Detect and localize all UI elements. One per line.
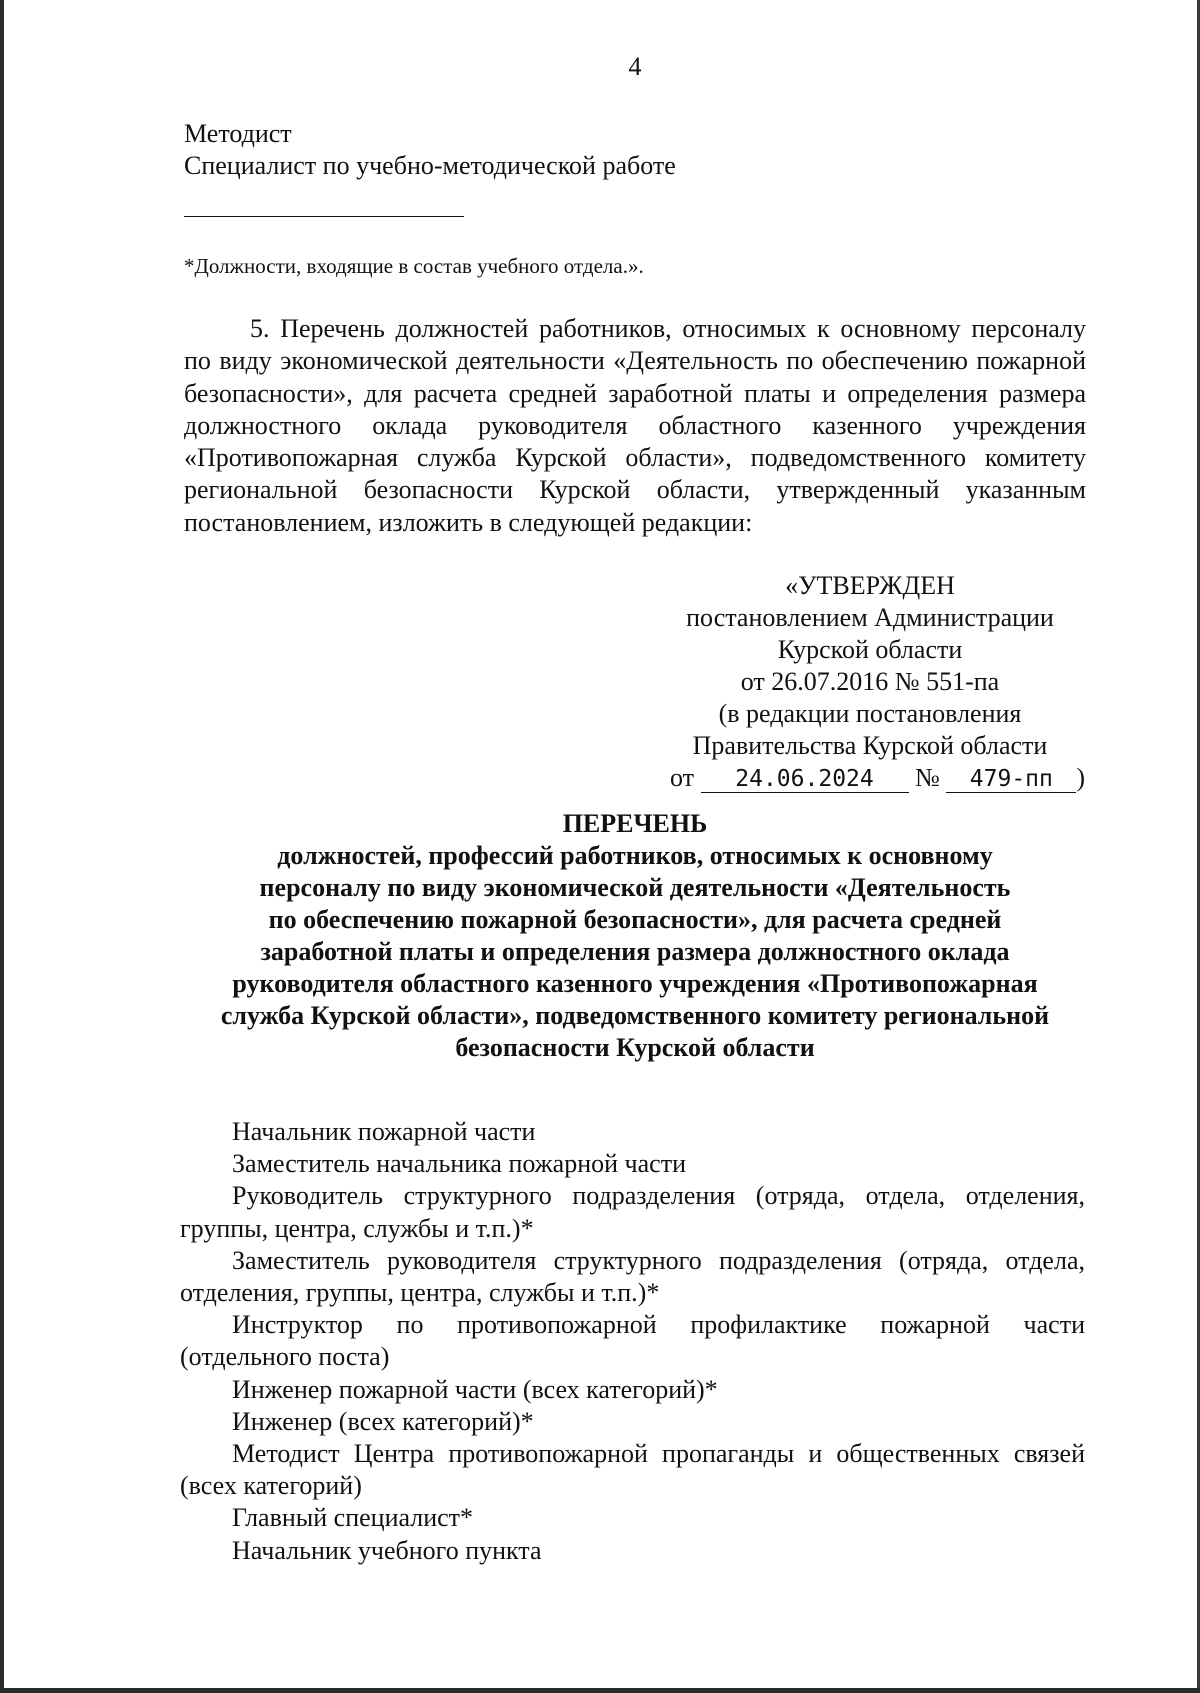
list-title-line: по обеспечению пожарной безопасности», для расчета средней [268, 905, 1002, 934]
approval-stamp-block [640, 570, 1100, 794]
approval-line: (в редакции постановления [718, 699, 1022, 728]
approval-number: 479-пп [946, 766, 1076, 793]
previous-list-tail [184, 118, 676, 182]
approval-date-number-line [640, 762, 1100, 794]
list-title-line: должностей, профессий работников, относимых к основному [277, 841, 993, 870]
list-title-line: безопасности Курской области [455, 1033, 815, 1062]
list-title [180, 808, 1090, 1064]
footnote-divider [184, 216, 464, 217]
list-item: Заместитель начальника пожарной части [232, 1149, 686, 1179]
positions-list [180, 1116, 1085, 1567]
list-item: Главный специалист* [232, 1503, 474, 1533]
list-title-line: служба Курской области», подведомственного комитету региональной [220, 1001, 1050, 1030]
approval-line: Правительства Курской области [692, 731, 1048, 760]
list-item: Инженер (всех категорий)* [232, 1406, 534, 1436]
list-item: Руководитель структурного подразделения (отряда, отдела, отделения, группы, центра, службы и т.п.)* [180, 1181, 1085, 1243]
number-label: № [915, 763, 940, 792]
approval-line: от 26.07.2016 № 551-па [740, 667, 1000, 696]
amendment-paragraph [184, 313, 1086, 539]
list-heading: ПЕРЕЧЕНЬ [562, 809, 708, 838]
list-item: Методист Центра противопожарной пропаганды и общественных связей (всех категорий) [180, 1439, 1085, 1501]
position-line: Специалист по учебно-методической работе [184, 151, 676, 180]
list-item: Заместитель руководителя структурного подразделения (отряда, отдела, отделения, группы, центра, службы и т.п.)* [180, 1245, 1085, 1308]
list-item: Начальник пожарной части [232, 1117, 536, 1146]
ot-label: от [669, 763, 695, 792]
paragraph-text: 5. Перечень должностей работников, относимых к основному персоналу по виду экономической деятельности «Деятельность по обеспечению пожарной безопасности», для расчета средней заработной платы и определения размера должностного оклада руководителя областного казенного учреждения «Противопожарная служба Курской области», подведомственного комитету региональной безопасности Курской области, утвержденный указанным постановлением, изложить в следующей редакции: [184, 314, 1086, 537]
scan-edge-left [0, 0, 4, 1693]
list-title-line: персоналу по виду экономической деятельности «Деятельность [259, 873, 1011, 902]
approval-line: Курской области [777, 635, 963, 664]
scan-edge-bottom [0, 1688, 1200, 1693]
list-item: Инструктор по противопожарной профилактике пожарной части (отдельного поста) [180, 1310, 1085, 1372]
list-title-line: заработной платы и определения размера должностного оклада [260, 937, 1010, 966]
closing-parenthesis: ) [1076, 763, 1085, 792]
list-title-line: руководителя областного казенного учреждения «Противопожарная [232, 969, 1038, 998]
approval-line: постановлением Администрации [686, 603, 1054, 632]
list-item: Начальник учебного пункта [232, 1535, 542, 1565]
position-line: Методист [184, 119, 292, 148]
list-item: Инженер пожарной части (всех категорий)* [232, 1374, 718, 1404]
footnote: *Должности, входящие в состав учебного отдела.». [184, 254, 644, 278]
approval-line: «УТВЕРЖДЕН [785, 571, 955, 600]
page-number: 4 [628, 52, 642, 81]
approval-date: 24.06.2024 [701, 766, 909, 793]
